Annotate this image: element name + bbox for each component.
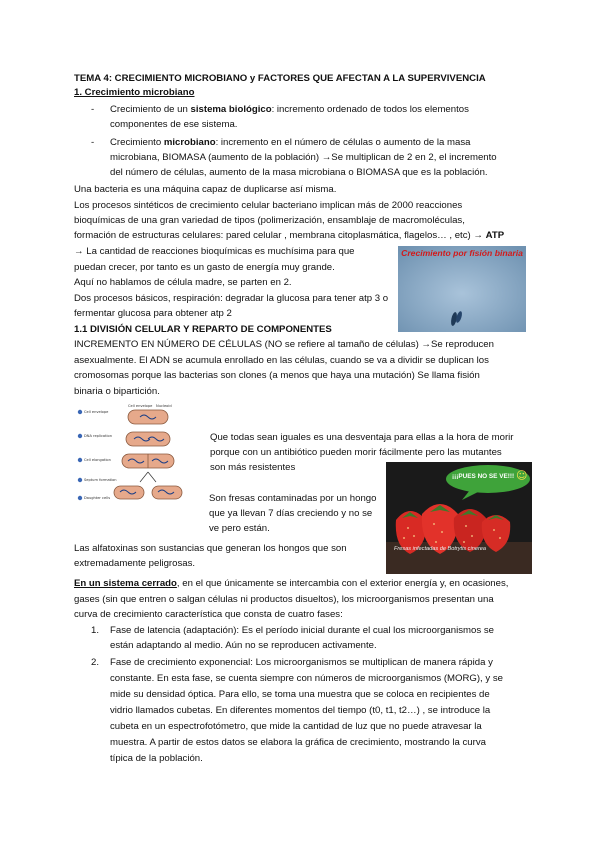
step-marker bbox=[78, 478, 82, 482]
bullet-dash: - bbox=[91, 104, 95, 115]
micrograph-image bbox=[398, 246, 526, 332]
bullet-dash: - bbox=[91, 137, 95, 148]
section-1-1-line-3: cromosomas porque las bacterias son clones (a menos que haya una mutación) Se llama fisión bbox=[74, 370, 480, 381]
side-straw-1: Son fresas contaminadas por un hongo bbox=[209, 493, 377, 504]
label-step-4: Septum formation bbox=[84, 478, 117, 482]
para-amount-1: → La cantidad de reacciones bioquímicas es muchísima para que bbox=[74, 246, 355, 257]
step-marker bbox=[78, 458, 82, 462]
phase-2-line-7: típica de la población. bbox=[110, 753, 203, 764]
side-afla-2: extremadamente peligrosas. bbox=[74, 558, 196, 569]
phase-1-line-2: están adaptando al medio. Aún no se reproducen activamente. bbox=[110, 640, 377, 651]
phase-2-line-5: cubeta en un espectrofotómetro, que mide la cantidad de luz que no puede atravesar la bbox=[110, 721, 482, 732]
para-mother: Aquí no hablamos de célula madre, se parten en 2. bbox=[74, 277, 292, 288]
para-resp-1: Dos procesos básicos, respiración: degradar la glucosa para tener atp 3 o bbox=[74, 293, 389, 304]
para-synth-3: formación de estructuras celulares: pared celular , membrana citoplasmática, flagelos… , etc) → ATP bbox=[74, 230, 505, 241]
fission-caption: Crecimiento por fisión binaria bbox=[401, 248, 523, 258]
phase-1-number: 1. bbox=[91, 625, 100, 636]
phase-2-line-1: Fase de crecimiento exponencial: Los microorganismos se multiplican de manera rápida y bbox=[110, 657, 493, 668]
section-1-heading: 1. Crecimiento microbiano bbox=[74, 87, 195, 98]
bullet-1-line-1: Crecimiento de un sistema biológico: incremento ordenado de todos los elementos bbox=[110, 104, 469, 115]
para-machine: Una bacteria es una máquina capaz de duplicarse así misma. bbox=[74, 184, 337, 195]
closed-line-1: En un sistema cerrado, en el que únicamente se intercambia con el exterior energía y, en ocasiones, bbox=[74, 578, 509, 589]
diagram-labels bbox=[0, 0, 1, 1]
phase-1-line-1: Fase de latencia (adaptación): Es el período inicial durante el cual los microorganismos se bbox=[110, 625, 494, 636]
closed-line-2: gases (sin que entren o salgan células ni productos disueltos), los microorganismos presentan una bbox=[74, 594, 494, 605]
strawberry-photo bbox=[386, 462, 532, 574]
label-step-2: DNA replication bbox=[84, 434, 113, 438]
section-1-1-line-4: binaria o bipartición. bbox=[74, 386, 160, 397]
side-straw-2: que ya llevan 7 días creciendo y no se bbox=[209, 508, 373, 519]
fission-diagram-image bbox=[76, 402, 208, 514]
fission-micrograph bbox=[398, 246, 526, 332]
bullet-2-line-1: Crecimiento microbiano: incremento en el número de células o aumento de la masa bbox=[110, 137, 471, 148]
label-nucleoid: Nucleoid bbox=[156, 404, 172, 408]
side-same-2: porque con un antibiótico pueden morir fácilmente pero las mutantes bbox=[210, 447, 502, 458]
section-1-1-line-2: asexualmente. El ADN se acumula enrollado en las células, cuando se va a dividir se duplican los bbox=[74, 355, 489, 366]
phase-2-line-3: mide su densidad óptica. Para ello, se toma una muestra que se coloca en recipientes de bbox=[110, 689, 490, 700]
section-1-1-heading: 1.1 DIVISIÓN CELULAR Y REPARTO DE COMPONENTES bbox=[74, 324, 332, 335]
side-afla-1: Las alfatoxinas son sustancias que generan los hongos que son bbox=[74, 543, 347, 554]
side-straw-3: ve pero están. bbox=[209, 523, 270, 534]
phase-2-line-2: constante. En esta fase, se cuenta siempre con números de microorganismos (MORG), y se bbox=[110, 673, 503, 684]
para-amount-2: puedan crecer, por tanto es un gasto de energía muy grande. bbox=[74, 262, 335, 273]
document-title: TEMA 4: CRECIMIENTO MICROBIANO y FACTORES QUE AFECTAN A LA SUPERVIVENCIA bbox=[74, 73, 486, 84]
bubble-text: ¡¡¡PUES NO SE VE!!! bbox=[452, 473, 515, 480]
smiley-icon: ☺ bbox=[516, 469, 528, 482]
photo-caption: Fresas infectadas de Botrytis cinerea bbox=[394, 546, 487, 552]
step-marker bbox=[78, 434, 82, 438]
side-same-1: Que todas sean iguales es una desventaja para ellas a la hora de morir bbox=[210, 432, 514, 443]
para-synth-1: Los procesos sintéticos de crecimiento celular bacteriano implican más de 2000 reacciones bbox=[74, 200, 463, 211]
label-step-5: Daughter cells bbox=[84, 496, 111, 500]
label-step-1: Cell envelope bbox=[84, 410, 109, 414]
side-same-3: son más resistentes bbox=[210, 462, 296, 473]
phase-2-number: 2. bbox=[91, 657, 100, 668]
phase-2-line-4: vidrio llamados cubetas. En diferentes momentos del tiempo (t0, t1, t2…) , se introduce la bbox=[110, 705, 491, 716]
bullet-2-line-3: del número de células, aumento de la masa microbiana o BIOMASA que es la población. bbox=[110, 167, 488, 178]
label-step-3: Cell elongation bbox=[84, 458, 111, 462]
para-resp-2: fermentar glucosa para obtener atp 2 bbox=[74, 308, 232, 319]
step-marker bbox=[78, 410, 82, 414]
label-cell-envelope: Cell envelope bbox=[128, 404, 153, 408]
fission-diagram bbox=[76, 402, 208, 514]
bullet-1-line-2: componentes de ese sistema. bbox=[110, 119, 238, 130]
closed-line-3: curva de crecimiento característica que consta de cuatro fases: bbox=[74, 609, 343, 620]
para-synth-2: bioquímicas de una gran variedad de tipos (polimerización, ensamblaje de macromoléculas, bbox=[74, 215, 465, 226]
step-marker bbox=[78, 496, 82, 500]
bullet-2-line-2: microbiana, BIOMASA (aumento de la población) →Se multiplican de 2 en 2, el incremento bbox=[110, 152, 497, 163]
phase-2-line-6: muestra. A partir de estos datos se elabora la gráfica de crecimiento, mostrando la curva bbox=[110, 737, 486, 748]
section-1-1-line-1: INCREMENTO EN NÚMERO DE CÉLULAS (NO se refiere al tamaño de células) →Se reproducen bbox=[74, 339, 494, 350]
